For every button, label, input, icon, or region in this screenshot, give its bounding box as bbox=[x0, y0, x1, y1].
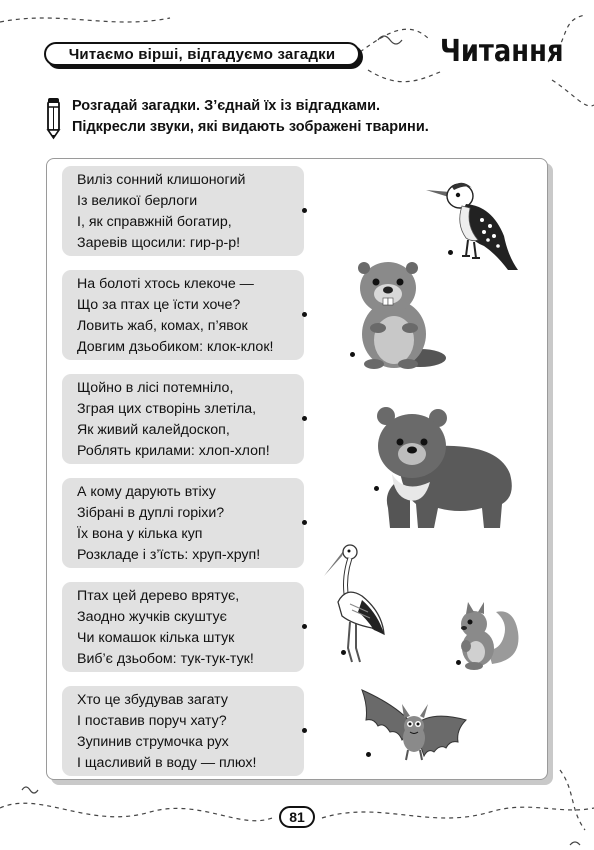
riddle-connect-dot-1[interactable] bbox=[302, 208, 307, 213]
topic-header-text: Читаємо вірші, відгадуємо загадки bbox=[68, 45, 336, 63]
riddle-line: Виліз сонний клишоногий bbox=[77, 172, 246, 188]
riddle-line: І щасливий в воду — плюх! bbox=[77, 755, 257, 771]
page-number-badge bbox=[279, 806, 315, 828]
riddle-line: І поставив поруч хату? bbox=[77, 713, 227, 729]
riddle-connect-dot-2[interactable] bbox=[302, 312, 307, 317]
riddle-line: Як живий калейдоскоп, bbox=[77, 422, 230, 438]
riddle-line: Чи комашок кілька штук bbox=[77, 630, 235, 646]
riddle-line: Щойно в лісі потемніло, bbox=[77, 380, 234, 396]
riddle-line: Їх вона у кілька куп bbox=[77, 526, 203, 542]
riddle-line: Хто це збудував загату bbox=[77, 692, 228, 708]
instruction-line-2: Підкресли звуки, які видають зображені тварини. bbox=[72, 119, 429, 135]
riddle-box-6 bbox=[62, 686, 304, 776]
squirrel-icon bbox=[452, 600, 522, 672]
riddle-line: Розкладе і з’їсть: хруп-хруп! bbox=[77, 547, 261, 563]
riddle-line: Заревів щосили: гир-р-р! bbox=[77, 235, 241, 251]
riddle-line: Зграя цих створінь злетіла, bbox=[77, 401, 257, 417]
riddle-box-4 bbox=[62, 478, 304, 568]
riddle-line: Зупинив струмочка рух bbox=[77, 734, 229, 750]
pencil-icon bbox=[44, 96, 64, 140]
riddle-line: Що за птах це їсти хоче? bbox=[77, 297, 241, 313]
riddle-line: Виб’є дзьобом: тук-тук-тук! bbox=[77, 651, 254, 667]
riddle-box-2 bbox=[62, 270, 304, 360]
riddle-connect-dot-3[interactable] bbox=[302, 416, 307, 421]
riddle-line: Довгим дзьобиком: клок-клок! bbox=[77, 339, 274, 355]
riddle-connect-dot-5[interactable] bbox=[302, 624, 307, 629]
riddle-box-1 bbox=[62, 166, 304, 256]
riddle-line: Ловить жаб, комах, п’явок bbox=[77, 318, 248, 334]
instruction-line-1: Розгадай загадки. З’єднай їх із відгадками. bbox=[72, 98, 381, 114]
riddle-line: А кому дарують втіху bbox=[77, 484, 216, 500]
topic-header bbox=[44, 42, 360, 66]
riddle-box-5 bbox=[62, 582, 304, 672]
riddle-connect-dot-4[interactable] bbox=[302, 520, 307, 525]
stork-icon bbox=[322, 542, 388, 668]
instructions bbox=[72, 96, 429, 138]
section-title: Читання bbox=[440, 34, 564, 69]
bat-icon bbox=[358, 686, 470, 766]
riddle-line: Із великої берлоги bbox=[77, 193, 198, 209]
riddle-line: Заодно жучків скуштує bbox=[77, 609, 227, 625]
riddle-line: На болоті хтось клекоче — bbox=[77, 276, 254, 292]
beaver-icon bbox=[354, 258, 450, 370]
page-number: 81 bbox=[289, 809, 305, 825]
riddle-connect-dot-6[interactable] bbox=[302, 728, 307, 733]
riddle-line: Роблять крилами: хлоп-хлоп! bbox=[77, 443, 270, 459]
bear-icon bbox=[374, 404, 520, 532]
riddle-line: І, як справжній богатир, bbox=[77, 214, 232, 230]
riddle-line: Птах цей дерево врятує, bbox=[77, 588, 240, 604]
riddle-line: Зібрані в дуплі горіхи? bbox=[77, 505, 225, 521]
riddle-box-3 bbox=[62, 374, 304, 464]
